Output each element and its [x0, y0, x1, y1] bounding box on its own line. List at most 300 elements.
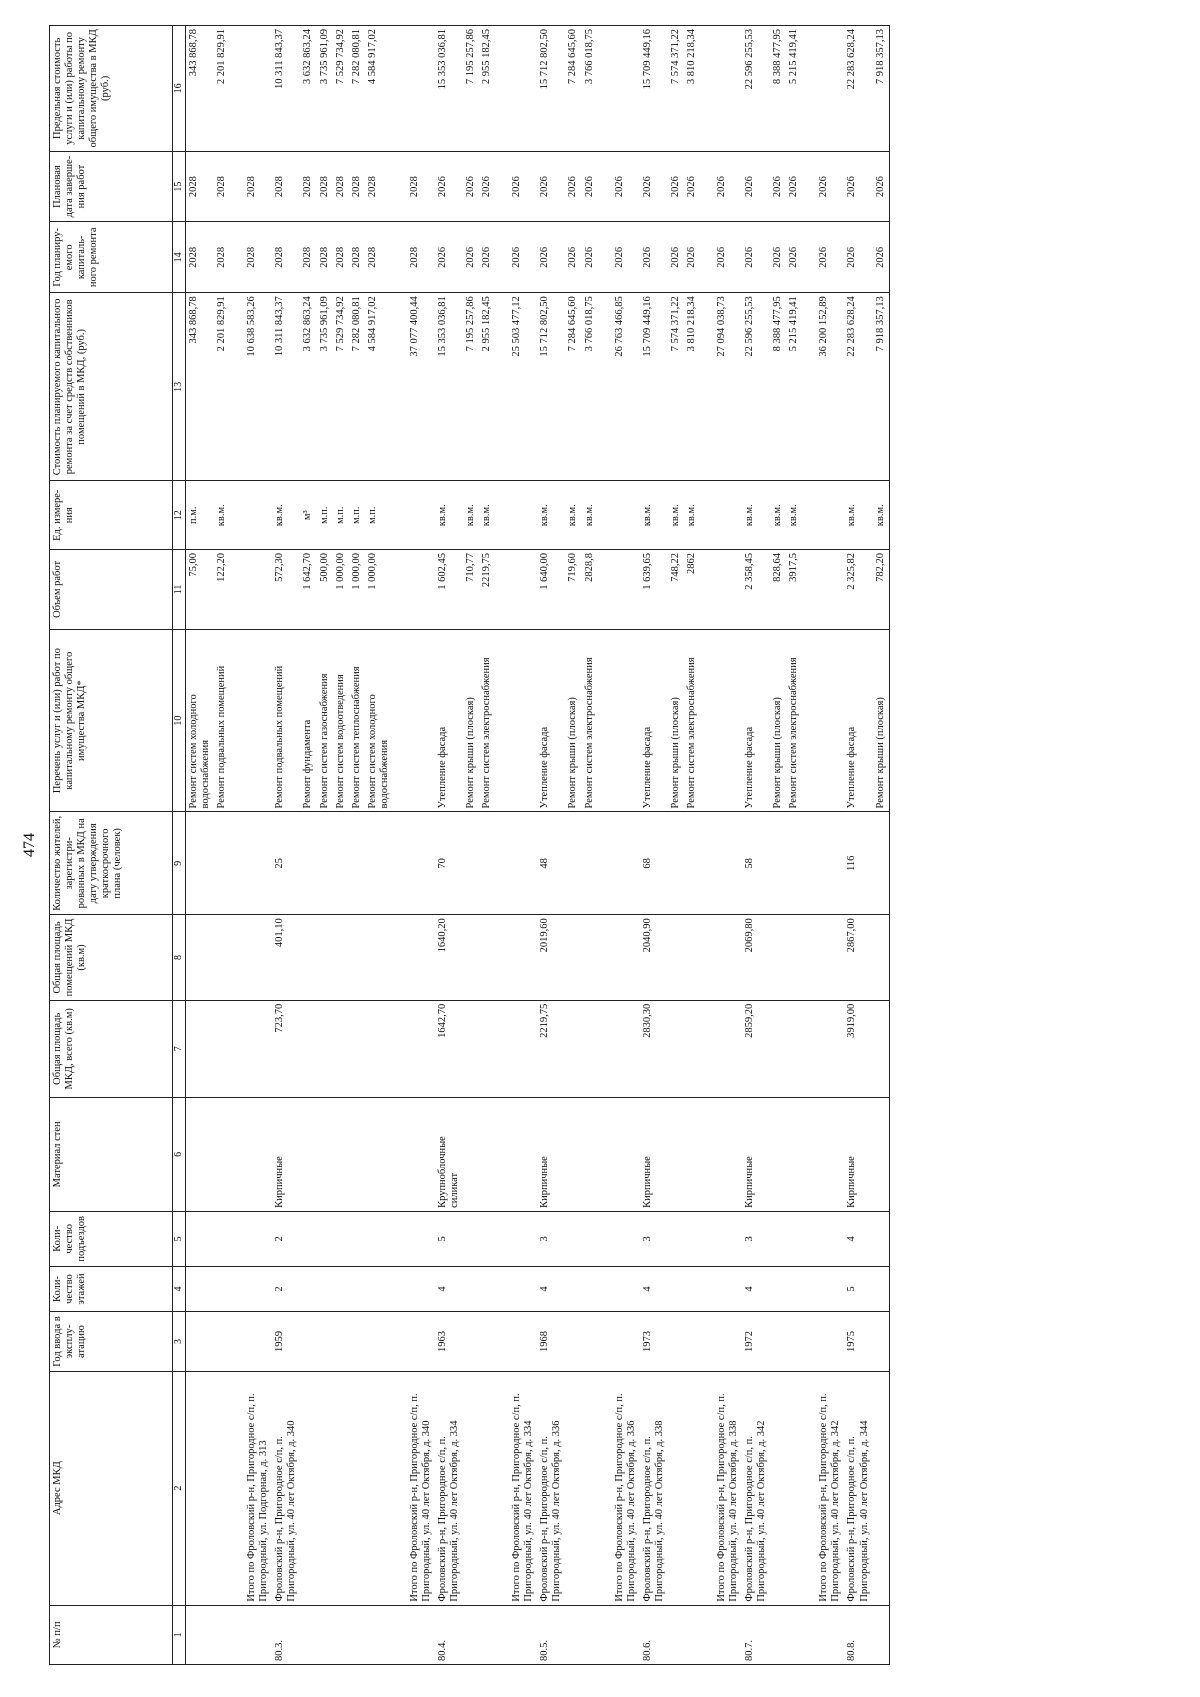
total-row	[802, 26, 844, 1665]
cell-repair-year: 2028	[300, 222, 316, 293]
cell-row-number	[873, 1605, 890, 1664]
cell-unit	[802, 481, 844, 549]
cell-residents	[479, 812, 495, 915]
cell-repair-year: 2026	[742, 222, 770, 293]
cell-total-area: 2830,30	[640, 1000, 668, 1097]
cell-wall-material: Кирпичные	[272, 1097, 300, 1211]
cell-wall-material	[230, 1097, 272, 1211]
cell-work-type: Ремонт крыши (плоская)	[463, 629, 479, 812]
cell-work-volume: 2 358,45	[742, 549, 770, 629]
cell-premises-area: 1640,20	[435, 915, 463, 1001]
cell-max-cost: 4 584 917,02	[365, 26, 393, 152]
cell-year-built	[230, 1312, 272, 1371]
cell-repair-year: 2026	[582, 222, 598, 293]
cell-owners-cost: 8 388 477,95	[770, 293, 786, 481]
cell-wall-material	[565, 1097, 581, 1211]
cell-repair-year: 2028	[333, 222, 349, 293]
column-number: 7	[173, 1000, 186, 1097]
column-number-row	[173, 26, 186, 1665]
cell-address: Итого по Фроловский р-н, Пригородное с/п, п. Пригородный, ул. 40 лет Октября, д. 336	[598, 1371, 640, 1605]
cell-entrances	[333, 1211, 349, 1266]
cell-row-number: 80.3.	[272, 1605, 300, 1664]
cell-work-volume: 828,64	[770, 549, 786, 629]
cell-unit: кв.м.	[463, 481, 479, 549]
cell-residents: 68	[640, 812, 668, 915]
cell-unit: м.п.	[349, 481, 365, 549]
total-row	[393, 26, 435, 1665]
cell-repair-year: 2026	[495, 222, 537, 293]
cell-max-cost: 3 810 218,34	[684, 26, 700, 152]
cell-premises-area: 2867,00	[844, 915, 872, 1001]
table-row	[537, 26, 565, 1665]
cell-owners-cost: 15 712 802,50	[537, 293, 565, 481]
cell-max-cost: 2 201 829,91	[214, 26, 230, 152]
table-row	[844, 26, 872, 1665]
table-row	[742, 26, 770, 1665]
cell-entrances: 2	[272, 1211, 300, 1266]
table-row	[786, 26, 802, 1665]
total-row	[495, 26, 537, 1665]
cell-address: Итого по Фроловский р-н, Пригородное с/п, п. Пригородный, ул. Подгорная, д. 313	[230, 1371, 272, 1605]
cell-work-type: Ремонт фундамента	[300, 629, 316, 812]
cell-year-built	[786, 1312, 802, 1371]
cell-repair-year: 2026	[802, 222, 844, 293]
cell-entrances	[802, 1211, 844, 1266]
cell-floors: 5	[844, 1266, 872, 1312]
cell-repair-year: 2026	[770, 222, 786, 293]
cell-repair-year: 2026	[700, 222, 742, 293]
table-row	[186, 26, 215, 1665]
cell-address	[873, 1371, 890, 1605]
cell-premises-area	[598, 915, 640, 1001]
cell-year-built	[668, 1312, 684, 1371]
cell-wall-material	[317, 1097, 333, 1211]
cell-owners-cost: 2 955 182,45	[479, 293, 495, 481]
cell-unit: кв.м.	[844, 481, 872, 549]
cell-owners-cost: 22 596 255,53	[742, 293, 770, 481]
cell-total-area: 723,70	[272, 1000, 300, 1097]
cell-year-built	[700, 1312, 742, 1371]
cell-wall-material	[300, 1097, 316, 1211]
cell-year-built	[598, 1312, 640, 1371]
cell-entrances	[479, 1211, 495, 1266]
cell-completion-date: 2028	[349, 151, 365, 222]
cell-total-area	[770, 1000, 786, 1097]
cell-entrances	[786, 1211, 802, 1266]
cell-repair-year: 2028	[349, 222, 365, 293]
cell-year-built	[495, 1312, 537, 1371]
cell-owners-cost: 25 503 477,12	[495, 293, 537, 481]
cell-year-built	[582, 1312, 598, 1371]
cell-repair-year: 2026	[463, 222, 479, 293]
cell-premises-area: 2019,60	[537, 915, 565, 1001]
cell-row-number	[393, 1605, 435, 1664]
cell-floors	[333, 1266, 349, 1312]
header-residents: Количество жителей, зарегистри-рованных в МКД на дату утверждения краткосрочного плана (человек)	[50, 812, 173, 915]
cell-total-area	[365, 1000, 393, 1097]
cell-address: Итого по Фроловский р-н, Пригородное с/п, п. Пригородный, ул. 40 лет Октября, д. 342	[802, 1371, 844, 1605]
cell-premises-area	[349, 915, 365, 1001]
cell-address: Фроловский р-н, Пригородное с/п, п. Пригородный, ул. 40 лет Октября, д. 342	[742, 1371, 770, 1605]
cell-work-volume: 122,20	[214, 549, 230, 629]
header-row-number: № п/п	[50, 1605, 173, 1664]
cell-work-type: Ремонт крыши (плоская)	[770, 629, 786, 812]
column-number: 14	[173, 222, 186, 293]
cell-entrances	[684, 1211, 700, 1266]
cell-premises-area	[365, 915, 393, 1001]
cell-row-number	[684, 1605, 700, 1664]
cell-row-number	[230, 1605, 272, 1664]
cell-completion-date: 2026	[598, 151, 640, 222]
table-row	[435, 26, 463, 1665]
cell-owners-cost: 15 709 449,16	[640, 293, 668, 481]
cell-work-volume: 1 602,45	[435, 549, 463, 629]
table-row	[333, 26, 349, 1665]
cell-residents: 58	[742, 812, 770, 915]
cell-year-built: 1973	[640, 1312, 668, 1371]
cell-max-cost	[802, 26, 844, 152]
cell-work-volume: 3917,5	[786, 549, 802, 629]
cell-row-number	[786, 1605, 802, 1664]
cell-address	[365, 1371, 393, 1605]
cell-entrances	[365, 1211, 393, 1266]
cell-address: Фроловский р-н, Пригородное с/п, п. Пригородный, ул. 40 лет Октября, д. 334	[435, 1371, 463, 1605]
cell-wall-material: Кирпичные	[742, 1097, 770, 1211]
cell-address	[186, 1371, 215, 1605]
cell-owners-cost: 10 311 843,37	[272, 293, 300, 481]
cell-premises-area	[393, 915, 435, 1001]
cell-floors: 2	[272, 1266, 300, 1312]
table-row	[873, 26, 890, 1665]
cell-address: Итого по Фроловский р-н, Пригородное с/п, п. Пригородный, ул. 40 лет Октября, д. 334	[495, 1371, 537, 1605]
cell-floors	[873, 1266, 890, 1312]
cell-total-area: 3919,00	[844, 1000, 872, 1097]
cell-year-built	[186, 1312, 215, 1371]
header-work-volume: Объем работ	[50, 549, 173, 629]
cell-work-volume	[230, 549, 272, 629]
cell-address	[479, 1371, 495, 1605]
column-number: 8	[173, 915, 186, 1001]
cell-max-cost: 15 709 449,16	[640, 26, 668, 152]
cell-floors	[300, 1266, 316, 1312]
cell-floors	[365, 1266, 393, 1312]
column-number: 2	[173, 1371, 186, 1605]
cell-owners-cost: 343 868,78	[186, 293, 215, 481]
cell-total-area	[802, 1000, 844, 1097]
cell-owners-cost: 26 763 466,85	[598, 293, 640, 481]
total-row	[700, 26, 742, 1665]
cell-row-number: 80.6.	[640, 1605, 668, 1664]
cell-row-number: 80.4.	[435, 1605, 463, 1664]
cell-total-area	[700, 1000, 742, 1097]
cell-repair-year: 2028	[393, 222, 435, 293]
cell-entrances	[300, 1211, 316, 1266]
cell-completion-date: 2028	[317, 151, 333, 222]
cell-repair-year: 2026	[479, 222, 495, 293]
cell-address	[668, 1371, 684, 1605]
cell-address: Фроловский р-н, Пригородное с/п, п. Пригородный, ул. 40 лет Октября, д. 344	[844, 1371, 872, 1605]
cell-floors	[565, 1266, 581, 1312]
cell-work-type: Ремонт систем холодного водоснабжения	[186, 629, 215, 812]
column-number: 4	[173, 1266, 186, 1312]
cell-unit: кв.м.	[479, 481, 495, 549]
cell-premises-area	[479, 915, 495, 1001]
cell-completion-date: 2026	[463, 151, 479, 222]
cell-year-built: 1972	[742, 1312, 770, 1371]
cell-total-area: 2859,20	[742, 1000, 770, 1097]
cell-address	[684, 1371, 700, 1605]
cell-year-built: 1975	[844, 1312, 872, 1371]
cell-floors	[582, 1266, 598, 1312]
cell-unit: кв.м.	[684, 481, 700, 549]
cell-unit: кв.м.	[582, 481, 598, 549]
cell-unit: кв.м.	[786, 481, 802, 549]
cell-premises-area	[495, 915, 537, 1001]
cell-wall-material	[333, 1097, 349, 1211]
cell-residents: 25	[272, 812, 300, 915]
table-row	[640, 26, 668, 1665]
cell-premises-area	[802, 915, 844, 1001]
cell-premises-area	[463, 915, 479, 1001]
cell-wall-material	[684, 1097, 700, 1211]
cell-work-type: Ремонт систем электроснабжения	[582, 629, 598, 812]
cell-total-area	[582, 1000, 598, 1097]
cell-entrances	[582, 1211, 598, 1266]
header-year-built: Год ввода в эксплу-атацию	[50, 1312, 173, 1371]
cell-completion-date: 2028	[272, 151, 300, 222]
cell-wall-material: Крупноблочные силикат	[435, 1097, 463, 1211]
cell-premises-area	[565, 915, 581, 1001]
cell-floors	[770, 1266, 786, 1312]
cell-owners-cost: 3 810 218,34	[684, 293, 700, 481]
cell-residents	[873, 812, 890, 915]
cell-work-volume: 1 640,00	[537, 549, 565, 629]
cell-floors	[463, 1266, 479, 1312]
cell-unit: кв.м.	[272, 481, 300, 549]
cell-max-cost	[598, 26, 640, 152]
cell-floors	[186, 1266, 215, 1312]
column-number: 1	[173, 1605, 186, 1664]
cell-work-volume: 75,00	[186, 549, 215, 629]
header-premises-area: Общая площадь помещений МКД (кв.м)	[50, 915, 173, 1001]
cell-work-type: Ремонт крыши (плоская)	[873, 629, 890, 812]
cell-premises-area	[230, 915, 272, 1001]
cell-floors	[786, 1266, 802, 1312]
total-row	[598, 26, 640, 1665]
cell-residents	[495, 812, 537, 915]
cell-unit	[598, 481, 640, 549]
cell-max-cost: 8 388 477,95	[770, 26, 786, 152]
cell-unit: кв.м.	[742, 481, 770, 549]
cell-year-built	[393, 1312, 435, 1371]
cell-premises-area: 2069,80	[742, 915, 770, 1001]
cell-completion-date: 2028	[230, 151, 272, 222]
cell-unit	[393, 481, 435, 549]
table-row	[272, 26, 300, 1665]
cell-total-area	[349, 1000, 365, 1097]
cell-entrances: 3	[640, 1211, 668, 1266]
table-row	[668, 26, 684, 1665]
cell-work-type: Утепление фасада	[640, 629, 668, 812]
cell-address	[317, 1371, 333, 1605]
cell-unit: м.п.	[333, 481, 349, 549]
cell-unit: кв.м.	[770, 481, 786, 549]
cell-max-cost: 15 712 802,50	[537, 26, 565, 152]
cell-owners-cost: 3 735 961,09	[317, 293, 333, 481]
cell-wall-material	[582, 1097, 598, 1211]
cell-floors	[700, 1266, 742, 1312]
total-row	[230, 26, 272, 1665]
cell-max-cost: 343 868,78	[186, 26, 215, 152]
cell-completion-date: 2026	[873, 151, 890, 222]
cell-wall-material	[786, 1097, 802, 1211]
cell-work-volume: 782,20	[873, 549, 890, 629]
cell-completion-date: 2026	[668, 151, 684, 222]
cell-work-volume: 1 639,65	[640, 549, 668, 629]
cell-total-area	[873, 1000, 890, 1097]
cell-wall-material	[770, 1097, 786, 1211]
cell-premises-area	[786, 915, 802, 1001]
cell-repair-year: 2028	[214, 222, 230, 293]
cell-residents: 70	[435, 812, 463, 915]
cell-wall-material	[700, 1097, 742, 1211]
cell-premises-area: 401,10	[272, 915, 300, 1001]
cell-total-area	[463, 1000, 479, 1097]
cell-row-number: 80.8.	[844, 1605, 872, 1664]
column-number: 10	[173, 629, 186, 812]
cell-premises-area	[582, 915, 598, 1001]
cell-floors	[598, 1266, 640, 1312]
cell-work-volume: 748,22	[668, 549, 684, 629]
cell-address	[349, 1371, 365, 1605]
cell-completion-date: 2028	[393, 151, 435, 222]
cell-work-type: Утепление фасада	[435, 629, 463, 812]
cell-repair-year: 2028	[365, 222, 393, 293]
cell-owners-cost: 37 077 400,44	[393, 293, 435, 481]
cell-total-area	[565, 1000, 581, 1097]
cell-row-number	[317, 1605, 333, 1664]
cell-work-volume: 2862	[684, 549, 700, 629]
cell-completion-date: 2026	[435, 151, 463, 222]
cell-completion-date: 2026	[700, 151, 742, 222]
column-number: 16	[173, 26, 186, 152]
cell-work-type: Ремонт систем теплоснабжения	[349, 629, 365, 812]
cell-entrances	[230, 1211, 272, 1266]
table-row	[365, 26, 393, 1665]
cell-address: Итого по Фроловский р-н, Пригородное с/п, п. Пригородный, ул. 40 лет Октября, д. 340	[393, 1371, 435, 1605]
header-repair-year: Год планиру-емого капиталь-ного ремонта	[50, 222, 173, 293]
cell-entrances	[186, 1211, 215, 1266]
cell-row-number	[186, 1605, 215, 1664]
cell-max-cost: 3 735 961,09	[317, 26, 333, 152]
cell-owners-cost: 7 918 357,13	[873, 293, 890, 481]
cell-completion-date: 2026	[537, 151, 565, 222]
column-number: 6	[173, 1097, 186, 1211]
header-completion-date: Плановая дата заверше-ния работ	[50, 151, 173, 222]
cell-row-number	[802, 1605, 844, 1664]
header-work-type: Перечень услуг и (или) работ по капитальному ремонту общего имущества МКД*	[50, 629, 173, 812]
cell-entrances	[463, 1211, 479, 1266]
cell-completion-date: 2026	[770, 151, 786, 222]
cell-residents: 116	[844, 812, 872, 915]
cell-unit: кв.м.	[668, 481, 684, 549]
cell-row-number	[582, 1605, 598, 1664]
cell-year-built	[214, 1312, 230, 1371]
cell-completion-date: 2028	[300, 151, 316, 222]
cell-row-number	[463, 1605, 479, 1664]
cell-work-type: Ремонт систем холодного водоснабжения	[365, 629, 393, 812]
cell-repair-year: 2028	[272, 222, 300, 293]
cell-repair-year: 2026	[537, 222, 565, 293]
cell-year-built: 1959	[272, 1312, 300, 1371]
cell-address	[333, 1371, 349, 1605]
cell-address: Фроловский р-н, Пригородное с/п, п. Пригородный, ул. 40 лет Октября, д. 338	[640, 1371, 668, 1605]
cell-owners-cost: 2 201 829,91	[214, 293, 230, 481]
cell-floors	[668, 1266, 684, 1312]
cell-row-number	[349, 1605, 365, 1664]
cell-completion-date: 2026	[742, 151, 770, 222]
table-row	[565, 26, 581, 1665]
cell-total-area	[786, 1000, 802, 1097]
cell-total-area	[495, 1000, 537, 1097]
cell-work-volume	[700, 549, 742, 629]
cell-wall-material	[186, 1097, 215, 1211]
header-floors: Коли-чество этажей	[50, 1266, 173, 1312]
cell-max-cost	[230, 26, 272, 152]
cell-wall-material	[463, 1097, 479, 1211]
cell-max-cost: 7 284 645,60	[565, 26, 581, 152]
page-number: 474	[21, 833, 38, 857]
cell-floors: 4	[435, 1266, 463, 1312]
cell-floors	[230, 1266, 272, 1312]
cell-address	[582, 1371, 598, 1605]
cell-total-area	[479, 1000, 495, 1097]
cell-total-area	[333, 1000, 349, 1097]
cell-wall-material: Кирпичные	[844, 1097, 872, 1211]
cell-entrances	[393, 1211, 435, 1266]
cell-max-cost: 15 353 036,81	[435, 26, 463, 152]
cell-work-type: Ремонт систем водоотведения	[333, 629, 349, 812]
cell-owners-cost: 7 195 257,86	[463, 293, 479, 481]
header-total-area: Общая площадь МКД, всего (кв.м)	[50, 1000, 173, 1097]
cell-entrances: 3	[742, 1211, 770, 1266]
cell-address: Фроловский р-н, Пригородное с/п, п. Пригородный, ул. 40 лет Октября, д. 340	[272, 1371, 300, 1605]
cell-owners-cost: 27 094 038,73	[700, 293, 742, 481]
cell-unit: кв.м.	[214, 481, 230, 549]
cell-max-cost: 3 766 018,75	[582, 26, 598, 152]
cell-premises-area	[333, 915, 349, 1001]
cell-unit: м.п.	[365, 481, 393, 549]
cell-floors	[495, 1266, 537, 1312]
cell-repair-year: 2026	[844, 222, 872, 293]
cell-residents	[333, 812, 349, 915]
cell-work-type: Ремонт крыши (плоская)	[565, 629, 581, 812]
cell-work-type	[495, 629, 537, 812]
cell-work-volume	[598, 549, 640, 629]
cell-work-type	[393, 629, 435, 812]
cell-year-built	[365, 1312, 393, 1371]
cell-work-type	[802, 629, 844, 812]
cell-premises-area	[770, 915, 786, 1001]
cell-owners-cost: 3 766 018,75	[582, 293, 598, 481]
cell-floors	[802, 1266, 844, 1312]
table-row	[582, 26, 598, 1665]
cell-max-cost	[700, 26, 742, 152]
cell-unit: кв.м.	[565, 481, 581, 549]
table-row	[214, 26, 230, 1665]
cell-floors	[684, 1266, 700, 1312]
cell-row-number	[668, 1605, 684, 1664]
